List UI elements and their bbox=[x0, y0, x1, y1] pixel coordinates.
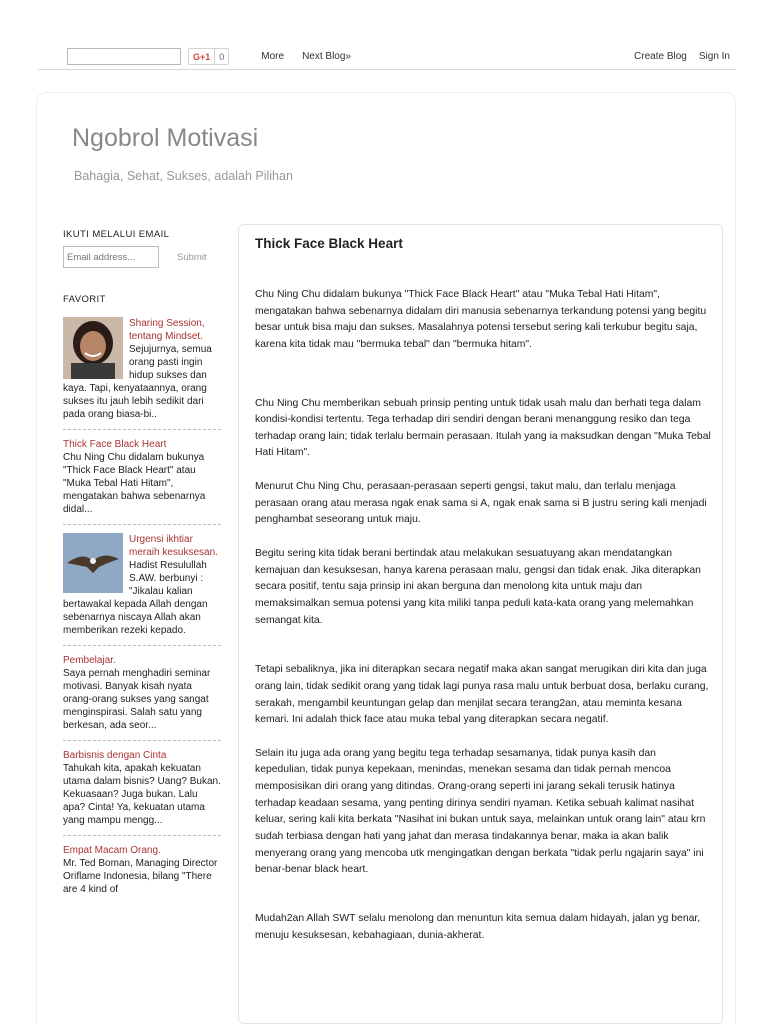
favorit-heading: FAVORIT bbox=[63, 294, 106, 305]
post-paragraph: Begitu sering kita tidak berani bertindak atau melakukan sesuatuyang akan mendatangkan kemajuan dan kesuksesan, hanya karena perasaan malu, gengsi dan tidak enak. Jika diterapkan secara positif, tentu saja prinsip ini akan berguna dan menolong kita untuk maju dan memaksimalkan semua potensi yang kita miliki tanpa peduli kata-kata orang yang melemahkan semangat kita. bbox=[255, 548, 701, 626]
blogger-navbar bbox=[38, 44, 736, 70]
post-body bbox=[255, 287, 711, 944]
portrait-photo[interactable] bbox=[63, 317, 123, 379]
navbar-right-links bbox=[634, 51, 736, 62]
favorit-snippet: Chu Ning Chu didalam bukunya "Thick Face Black Heart" atau "Muka Tebal Hati Hitam", mengatakan bahwa sebenarnya didal... bbox=[63, 452, 206, 515]
favorit-link[interactable]: Empat Macam Orang. bbox=[63, 845, 161, 856]
blog-title[interactable]: Ngobrol Motivasi bbox=[72, 124, 259, 152]
more-link[interactable]: More bbox=[261, 51, 285, 62]
sign-in-link[interactable]: Sign In bbox=[698, 51, 730, 62]
sidebar bbox=[63, 229, 221, 912]
post-title[interactable]: Thick Face Black Heart bbox=[255, 236, 403, 251]
email-follow-heading: IKUTI MELALUI EMAIL bbox=[63, 229, 170, 240]
email-subscribe-form bbox=[63, 246, 221, 268]
list-item bbox=[63, 438, 221, 525]
eagle-photo[interactable] bbox=[63, 533, 123, 593]
list-item bbox=[63, 844, 221, 904]
favorit-snippet: Tahukah kita, apakah kekuatan utama dalam bisnis? Uang? Bukan. Kekuasaan? Juga bukan. Lalu apa? Cinta! Ya, kekuatan utama yang mampu mengg... bbox=[63, 763, 221, 826]
list-item bbox=[63, 533, 221, 646]
favorit-link[interactable]: Sharing Session, tentang Mindset. bbox=[129, 318, 205, 342]
blog-description: Bahagia, Sehat, Sukses, adalah Pilihan bbox=[74, 169, 293, 183]
list-item bbox=[63, 749, 221, 836]
google-plus-count: 0 bbox=[214, 49, 228, 64]
favorit-link[interactable]: Barbisnis dengan Cinta bbox=[63, 750, 167, 761]
list-item bbox=[63, 654, 221, 741]
post-paragraph: Chu Ning Chu memberikan sebuah prinsip penting untuk tidak usah malu dan berhati tega dalam kondisi-kondisi tertentu. Tega terhadap diri sendiri dengan berani menanggung resiko dan tega terhadap orang lain; tidak terlalu bermain perasaan. Itulah yang ia maksudkan dengan "Muka Tebal Hati Hitam". bbox=[255, 397, 711, 459]
list-item bbox=[63, 317, 221, 430]
post-paragraph: Chu Ning Chu didalam bukunya "Thick Face Black Heart" atau "Muka Tebal Hati Hitam", mengatakan bahwa sebenarnya didalam diri manusia sebenarnya terkandung potensi yang begitu besar untuk bisa maju dan sukses. Masalahnya potensi tersebut sering kali terkubur begitu saja, karena kita tidak mau "bermuka tebal" dan "bermuka hitam". bbox=[255, 289, 707, 350]
post-paragraph: Tetapi sebaliknya, jika ini diterapkan secara negatif maka akan sangat merugikan diri kita dan juga orang lain, tidak sedikit orang yang tidak lagi punya rasa malu untuk berbuat dosa, berlaku curang, serakah, mengambil keuntungan gelap dan menjilat secara terang2an, atau meminta kesana kemari. Ini adalah thick face atau muka tebal yang diterapkan secara negatif. bbox=[255, 664, 709, 726]
favorit-link[interactable]: Urgensi ikhtiar meraih kesuksesan. bbox=[129, 534, 218, 558]
email-submit-button[interactable]: Submit bbox=[177, 251, 207, 263]
create-blog-link[interactable]: Create Blog bbox=[634, 51, 687, 62]
favorit-snippet: Hadist Resulullah S.AW. berbunyi : "Jikalau kalian bertawakal kepada Allah dengan sebenarnya niscaya Allah akan memberikan rezeki kepado. bbox=[63, 560, 208, 636]
post-paragraph: Menurut Chu Ning Chu, perasaan-perasaan seperti gengsi, takut malu, dan terlalu menjaga perasaan orang atau merasa ngak enak sama si A, ngak enak sama si B justru sering kali menjadi penghambat seseorang untuk maju. bbox=[255, 481, 707, 526]
favorit-snippet: Mr. Ted Boman, Managing Director Oriflame Indonesia, bilang "There are 4 kind of bbox=[63, 858, 218, 895]
favorit-snippet: Sejujurnya, semua orang pasti ingin hidup sukses dan kaya. Tapi, kenyataannya, orang sukses itu jauh lebih sedikit dari pada orang biasa-bi.. bbox=[63, 344, 212, 420]
post-paragraph: Selain itu juga ada orang yang begitu tega terhadap sesamanya, tidak punya kasih dan kepedulian, tidak punya kepekaan, menindas, menekan sesama dan tidak pernah mencoa memposisikan diri orang yang ditindas. Orang-orang seperti ini jarang sekali terusik hatinya terhadap keadaan sesama, yang penting dirinya sendiri nyaman. Ketika sebuah kalimat nasihat keluar, sering kali kita berkata "Nasihat ini bukan untuk saya, melainkan untuk orang lain" atau krn sudah terbiasa dengan hati yang jahat dan merasa tindakannya benar, maka ia akan balik menyerang orang yang mencoba utk mengingatkan dengan berkata "tidak perlu ngajarin saya" ini benar-benar black heart. bbox=[255, 747, 706, 876]
google-plus-label: G+1 bbox=[193, 51, 211, 62]
post-paragraph: Mudah2an Allah SWT selalu menolong dan menuntun kita semua dalam hidayah, jalan yg benar, menuju kesuksesan, kebahagiaan, dunia-akherat. bbox=[255, 912, 701, 941]
google-plus-one-button[interactable] bbox=[188, 48, 229, 65]
navbar-search-input[interactable] bbox=[67, 48, 181, 65]
favorit-link[interactable]: Pembelajar. bbox=[63, 655, 116, 666]
email-address-input[interactable] bbox=[63, 246, 159, 268]
next-blog-link[interactable]: Next Blog» bbox=[302, 51, 351, 62]
favorit-link[interactable]: Thick Face Black Heart bbox=[63, 439, 167, 450]
favorit-snippet: Saya pernah menghadiri seminar motivasi. Banyak kisah nyata orang-orang sukses yang sangat menginspirasi. Salah satu yang berkesan, ada seor... bbox=[63, 668, 211, 731]
